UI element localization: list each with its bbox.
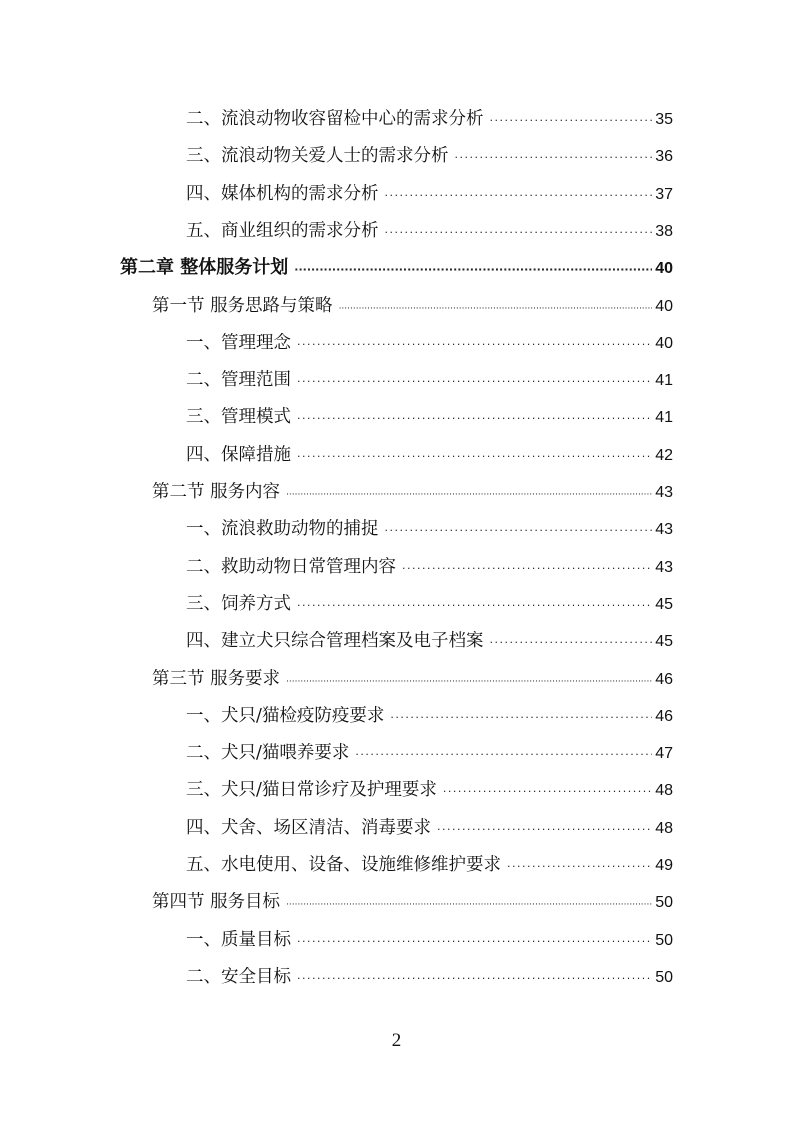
toc-entry-page: 46 <box>655 708 673 725</box>
toc-entry-item[interactable] <box>186 629 673 655</box>
toc-entry-page: 50 <box>655 969 673 986</box>
toc-entry-item[interactable] <box>186 219 673 245</box>
toc-entry-title: 五、水电使用、设备、设施维修维护要求 <box>186 855 501 875</box>
toc-entry-item[interactable] <box>186 928 673 954</box>
toc-entry-item[interactable] <box>186 368 673 394</box>
toc-entry-page: 40 <box>655 260 673 277</box>
toc-entry-title: 四、保障措施 <box>186 445 291 465</box>
toc-entry-section[interactable] <box>152 480 673 507</box>
toc-entry-title: 二、犬只/猫喂养要求 <box>186 743 350 763</box>
toc-dot-leader <box>297 594 652 618</box>
toc-entry-page: 43 <box>655 559 673 576</box>
toc-entry-title: 第二节 服务内容 <box>152 482 281 502</box>
toc-dot-leader <box>286 670 652 694</box>
toc-dot-leader <box>286 893 652 917</box>
toc-entry-title: 第四节 服务目标 <box>152 892 281 912</box>
toc-entry-item[interactable] <box>186 778 673 804</box>
toc-entry-title: 第二章 整体服务计划 <box>120 257 289 278</box>
toc-dot-leader <box>355 743 652 767</box>
toc-entry-item[interactable] <box>186 555 673 581</box>
toc-entry-page: 50 <box>655 932 673 949</box>
toc-dot-leader <box>297 967 652 991</box>
toc-entry-page: 43 <box>655 484 673 501</box>
toc-entry-title: 一、管理理念 <box>186 333 291 353</box>
toc-entry-item[interactable] <box>186 144 673 170</box>
toc-entry-page: 50 <box>655 894 673 911</box>
toc-entry-page: 43 <box>655 521 673 538</box>
toc-dot-leader <box>390 706 652 730</box>
toc-entry-title: 二、安全目标 <box>186 967 291 987</box>
toc-dot-leader <box>490 631 653 655</box>
toc-dot-leader <box>297 930 652 954</box>
toc-entry-item[interactable] <box>186 965 673 991</box>
toc-entry-item[interactable] <box>186 517 673 543</box>
toc-entry-title: 三、管理模式 <box>186 407 291 427</box>
page-number: 2 <box>391 1030 402 1051</box>
toc-entry-chapter[interactable] <box>120 256 673 282</box>
toc-entry-item[interactable] <box>186 107 673 133</box>
toc-entry-title: 二、流浪动物收容留检中心的需求分析 <box>186 109 484 129</box>
toc-entry-title: 五、商业组织的需求分析 <box>186 221 379 241</box>
toc-entry-title: 一、流浪救助动物的捕捉 <box>186 519 379 539</box>
toc-entry-page: 49 <box>655 857 673 874</box>
toc-dot-leader <box>297 407 652 431</box>
toc-dot-leader <box>297 333 652 357</box>
toc-entry-item[interactable] <box>186 853 673 879</box>
toc-entry-item[interactable] <box>186 816 673 842</box>
toc-dot-leader <box>490 109 653 133</box>
toc-entry-page: 46 <box>655 671 673 688</box>
toc-entry-page: 41 <box>655 409 673 426</box>
toc-dot-leader <box>437 818 652 842</box>
toc-dot-leader <box>385 519 653 543</box>
toc-entry-title: 第一节 服务思路与策略 <box>152 296 333 316</box>
toc-entry-title: 四、媒体机构的需求分析 <box>186 184 379 204</box>
toc-entry-title: 二、管理范围 <box>186 370 291 390</box>
toc-entry-title: 二、救助动物日常管理内容 <box>186 557 396 577</box>
toc-entry-title: 第三节 服务要求 <box>152 669 281 689</box>
toc-entry-page: 41 <box>655 372 673 389</box>
toc-entry-page: 45 <box>655 633 673 650</box>
toc-dot-leader <box>385 184 653 208</box>
toc-dot-leader <box>339 297 653 321</box>
toc-dot-leader <box>507 855 652 879</box>
toc-entry-page: 40 <box>655 335 673 352</box>
toc-entry-page: 35 <box>655 111 673 128</box>
toc-dot-leader <box>385 221 653 245</box>
toc-dot-leader <box>286 483 652 507</box>
toc-entry-item[interactable] <box>186 704 673 730</box>
toc-dot-leader <box>297 370 652 394</box>
toc-entry-item[interactable] <box>186 405 673 431</box>
toc-entry-item[interactable] <box>186 741 673 767</box>
toc-entry-page: 38 <box>655 223 673 240</box>
toc-dot-leader <box>443 780 652 804</box>
toc-entry-title: 一、质量目标 <box>186 930 291 950</box>
toc-entry-page: 48 <box>655 782 673 799</box>
toc-entry-item[interactable] <box>186 443 673 469</box>
toc-entry-page: 45 <box>655 596 673 613</box>
toc-entry-title: 四、建立犬只综合管理档案及电子档案 <box>186 631 484 651</box>
toc-entry-page: 40 <box>655 298 673 315</box>
toc-entry-page: 42 <box>655 447 673 464</box>
toc-entry-title: 三、犬只/猫日常诊疗及护理要求 <box>186 780 437 800</box>
toc-entry-title: 四、犬舍、场区清洁、消毒要求 <box>186 818 431 838</box>
toc-entry-item[interactable] <box>186 182 673 208</box>
toc-entry-title: 三、流浪动物关爱人士的需求分析 <box>186 146 449 166</box>
toc-entry-section[interactable] <box>152 294 673 321</box>
toc-entry-section[interactable] <box>152 667 673 694</box>
toc-entry-title: 一、犬只/猫检疫防疫要求 <box>186 706 385 726</box>
toc-dot-leader <box>455 146 653 170</box>
toc-dot-leader <box>402 557 652 581</box>
toc-entry-page: 36 <box>655 148 673 165</box>
toc-dot-leader <box>297 445 652 469</box>
toc-entry-section[interactable] <box>152 890 673 917</box>
toc-dot-leader <box>294 258 652 282</box>
toc-entry-item[interactable] <box>186 331 673 357</box>
toc-entry-item[interactable] <box>186 592 673 618</box>
toc-entry-page: 48 <box>655 820 673 837</box>
toc-entry-page: 47 <box>655 745 673 762</box>
toc-entry-title: 三、饲养方式 <box>186 594 291 614</box>
toc-entry-page: 37 <box>655 186 673 203</box>
